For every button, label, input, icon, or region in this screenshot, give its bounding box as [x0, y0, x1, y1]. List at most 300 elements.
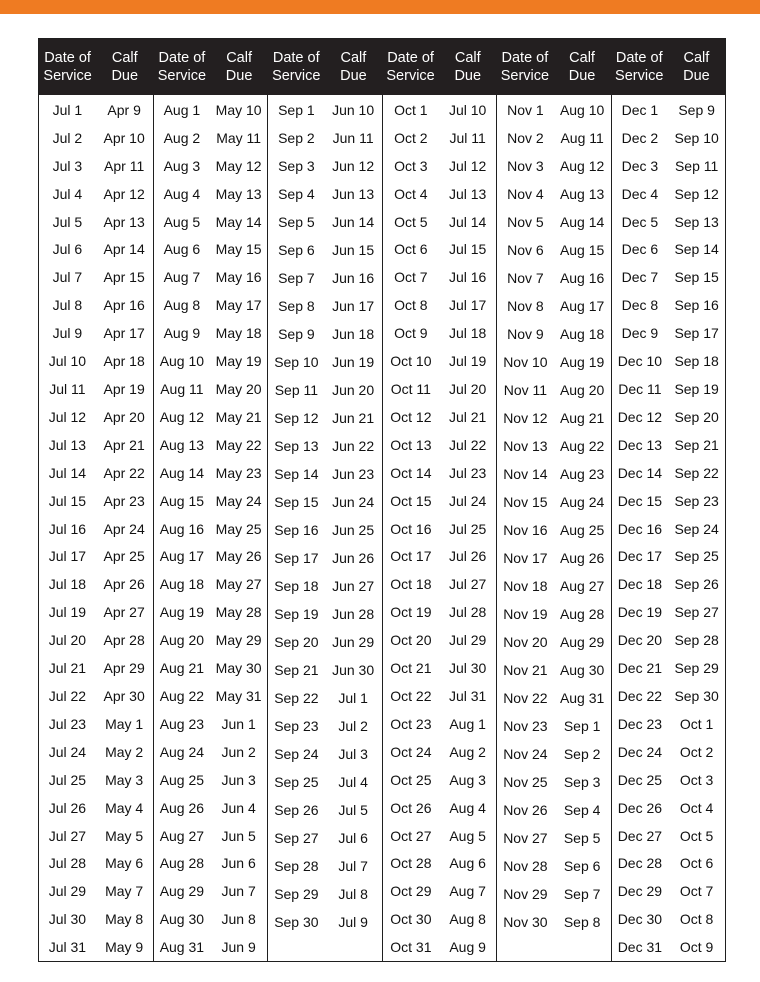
- calf-due-cell: Jul 23: [448, 464, 487, 481]
- service-date-cell: Jul 9: [52, 325, 83, 342]
- service-date-cell: Jul 27: [48, 827, 87, 844]
- service-date-cell: Nov 30: [503, 914, 548, 930]
- service-date-cell: Jul 4: [52, 185, 83, 202]
- service-date-cell: Dec 9: [621, 325, 659, 342]
- calf-due-cell: Apr 21: [103, 436, 145, 453]
- calf-due-cell: Jun 22: [332, 438, 375, 454]
- service-date-cell: Oct 13: [390, 436, 432, 453]
- calf-due-cell: Sep 17: [674, 325, 719, 342]
- calf-due-cell: Jun 13: [332, 186, 375, 202]
- service-date-cell: Sep 6: [278, 242, 315, 258]
- service-date-cell: Nov 11: [503, 382, 548, 398]
- service-date-cell: Nov 26: [503, 802, 548, 818]
- service-date-cell: Aug 27: [159, 827, 205, 844]
- service-date-cell: Sep 11: [274, 382, 319, 398]
- calf-due-cell: Jul 31: [448, 687, 487, 704]
- service-date-cell: Aug 5: [163, 213, 201, 230]
- calf-due-cell: Apr 28: [103, 632, 145, 649]
- service-date-list: [154, 95, 211, 961]
- service-date-cell: Sep 9: [278, 326, 315, 342]
- service-date-cell: Nov 18: [503, 578, 548, 594]
- service-date-cell: Nov 21: [503, 662, 548, 678]
- service-date-cell: Jul 19: [48, 604, 87, 621]
- calf-due-cell: Aug 22: [559, 438, 605, 454]
- calf-due-cell: Jun 8: [221, 911, 256, 928]
- service-date-cell: Jul 13: [48, 436, 87, 453]
- calf-due-cell: Sep 16: [674, 297, 719, 314]
- service-date-cell: Jul 21: [48, 660, 87, 677]
- service-date-cell: Aug 2: [163, 129, 201, 146]
- service-date-cell: Aug 7: [163, 269, 201, 286]
- service-date-cell: Aug 14: [159, 464, 205, 481]
- header-date-of-service: Date of Service: [272, 50, 321, 84]
- service-date-cell: Sep 26: [274, 802, 319, 818]
- service-date-cell: Sep 16: [274, 522, 319, 538]
- service-date-cell: Sep 10: [274, 354, 319, 370]
- service-date-cell: Sep 7: [278, 270, 315, 286]
- calf-due-cell: Aug 10: [559, 102, 605, 118]
- service-date-cell: Jul 26: [48, 799, 87, 816]
- month-column: [267, 95, 382, 961]
- calf-due-cell: Aug 19: [559, 354, 605, 370]
- calf-due-cell: Sep 28: [674, 632, 719, 649]
- service-date-cell: Jul 17: [48, 548, 87, 565]
- calf-due-cell: Aug 9: [449, 939, 486, 956]
- calf-due-cell: Aug 23: [559, 466, 605, 482]
- service-date-cell: Dec 13: [617, 436, 663, 453]
- calf-due-cell: May 28: [215, 604, 262, 621]
- service-date-cell: Oct 22: [390, 687, 432, 704]
- service-date-cell: Aug 18: [159, 576, 205, 593]
- calf-due-cell: May 6: [105, 855, 144, 872]
- service-date-list: [612, 95, 669, 961]
- service-date-cell: Oct 8: [394, 297, 428, 314]
- calf-due-cell: Sep 23: [674, 492, 719, 509]
- calf-due-cell: May 15: [215, 241, 262, 258]
- calf-due-cell: Apr 30: [103, 687, 145, 704]
- service-date-cell: Oct 31: [390, 939, 432, 956]
- calf-due-cell: May 16: [215, 269, 262, 286]
- service-date-cell: Dec 8: [621, 297, 659, 314]
- calf-due-cell: Jun 29: [332, 634, 375, 650]
- calf-due-cell: Aug 24: [559, 494, 605, 510]
- service-date-cell: Jul 10: [48, 353, 87, 370]
- service-date-list: [268, 95, 325, 961]
- service-date-cell: Oct 10: [390, 353, 432, 370]
- header-date-of-service: Date of Service: [500, 50, 550, 84]
- calf-due-cell: Sep 14: [674, 241, 719, 258]
- calf-due-cell: May 3: [105, 771, 144, 788]
- calf-due-cell: Jun 12: [332, 158, 375, 174]
- service-date-cell: Dec 18: [617, 576, 663, 593]
- calf-due-cell: May 12: [215, 157, 262, 174]
- calf-due-cell: Jul 7: [338, 858, 368, 874]
- calf-due-cell: May 14: [215, 213, 262, 230]
- service-date-cell: Jul 1: [52, 101, 83, 118]
- calf-due-cell: Jun 30: [332, 662, 375, 678]
- service-date-cell: Nov 29: [503, 886, 548, 902]
- service-date-cell: Sep 4: [278, 186, 315, 202]
- calf-due-cell: Apr 16: [103, 297, 145, 314]
- calf-due-cell: Jul 10: [448, 101, 487, 118]
- service-date-cell: Nov 2: [507, 130, 544, 146]
- service-date-cell: Aug 21: [159, 660, 205, 677]
- service-date-cell: Oct 17: [390, 548, 432, 565]
- service-date-cell: Nov 19: [503, 606, 548, 622]
- calf-due-cell: Sep 3: [563, 774, 601, 790]
- service-date-cell: Nov 13: [503, 438, 548, 454]
- calf-due-cell: Jul 2: [338, 718, 368, 734]
- header-group: [268, 39, 382, 95]
- calf-due-cell: Sep 22: [674, 464, 719, 481]
- calf-due-cell: Jun 21: [332, 410, 375, 426]
- calf-due-cell: May 19: [215, 353, 262, 370]
- service-date-cell: Aug 22: [159, 687, 205, 704]
- calf-due-cell: Jul 15: [448, 241, 487, 258]
- service-date-cell: Dec 3: [621, 157, 659, 174]
- header-calf-due: Calf Due: [340, 50, 367, 84]
- header-group: [611, 39, 725, 95]
- calf-due-cell: Aug 25: [559, 522, 605, 538]
- service-date-cell: Oct 26: [390, 799, 432, 816]
- calf-due-cell: Aug 26: [559, 550, 605, 566]
- calf-due-list: [96, 95, 153, 961]
- calf-due-cell: Apr 13: [103, 213, 145, 230]
- service-date-cell: Aug 16: [159, 520, 205, 537]
- service-date-cell: Dec 6: [621, 241, 659, 258]
- service-date-cell: Dec 19: [617, 604, 663, 621]
- service-date-cell: Aug 11: [160, 381, 204, 398]
- calf-due-cell: Sep 2: [563, 746, 601, 762]
- calf-due-cell: Sep 21: [674, 436, 719, 453]
- calf-due-cell: Sep 24: [674, 520, 719, 537]
- service-date-cell: Dec 1: [621, 101, 659, 118]
- service-date-cell: Sep 27: [274, 830, 319, 846]
- calf-due-cell: Aug 29: [559, 634, 605, 650]
- service-date-cell: Dec 24: [617, 743, 663, 760]
- service-date-cell: Aug 6: [163, 241, 201, 258]
- calf-due-cell: Aug 27: [559, 578, 605, 594]
- calf-due-cell: Apr 20: [103, 408, 145, 425]
- calf-due-cell: Oct 7: [679, 883, 714, 900]
- service-date-cell: Jul 16: [48, 520, 87, 537]
- calf-due-cell: Jun 18: [332, 326, 375, 342]
- calf-due-cell: Oct 2: [679, 743, 714, 760]
- service-date-cell: Aug 31: [159, 939, 205, 956]
- service-date-cell: Sep 24: [274, 746, 319, 762]
- service-date-cell: Sep 17: [274, 550, 319, 566]
- service-date-cell: Nov 12: [503, 410, 548, 426]
- service-date-cell: Nov 28: [503, 858, 548, 874]
- header-date-of-service: Date of Service: [43, 50, 92, 84]
- calf-due-cell: Aug 12: [559, 158, 605, 174]
- service-date-cell: Jul 20: [48, 632, 87, 649]
- service-date-cell: Dec 22: [617, 687, 663, 704]
- service-date-cell: Nov 23: [503, 718, 548, 734]
- calf-due-cell: Jul 1: [338, 690, 368, 706]
- service-date-cell: Dec 12: [617, 408, 663, 425]
- calf-due-cell: Apr 26: [103, 576, 145, 593]
- service-date-cell: Oct 7: [394, 269, 428, 286]
- service-date-cell: Nov 6: [507, 242, 544, 258]
- service-date-cell: Oct 15: [390, 492, 432, 509]
- service-date-cell: Oct 9: [394, 325, 428, 342]
- service-date-cell: Dec 2: [621, 129, 659, 146]
- calf-due-cell: Aug 8: [449, 911, 486, 928]
- service-date-cell: Aug 10: [159, 353, 205, 370]
- calf-due-cell: Jul 30: [448, 660, 487, 677]
- service-date-cell: Sep 19: [274, 606, 319, 622]
- service-date-cell: Oct 20: [390, 632, 432, 649]
- service-date-cell: Dec 10: [617, 353, 663, 370]
- service-date-cell: Sep 3: [278, 158, 315, 174]
- service-date-cell: Dec 14: [617, 464, 663, 481]
- calf-due-cell: Jul 11: [449, 129, 486, 146]
- calf-due-cell: Aug 2: [449, 743, 486, 760]
- service-date-cell: Nov 3: [507, 158, 544, 174]
- service-date-cell: Oct 30: [390, 911, 432, 928]
- calf-due-cell: Jul 12: [448, 157, 487, 174]
- calf-due-cell: Jul 21: [448, 408, 487, 425]
- calf-due-cell: Sep 1: [563, 718, 601, 734]
- calf-due-list: [210, 95, 267, 961]
- service-date-cell: Sep 12: [274, 410, 319, 426]
- calf-due-cell: Jul 25: [448, 520, 487, 537]
- service-date-cell: Aug 29: [159, 883, 205, 900]
- calf-due-cell: Aug 3: [449, 771, 486, 788]
- service-date-cell: Dec 21: [617, 660, 663, 677]
- service-date-cell: Dec 27: [617, 827, 663, 844]
- calf-due-cell: Apr 19: [103, 381, 145, 398]
- service-date-cell: Jul 7: [52, 269, 83, 286]
- service-date-cell: Oct 14: [390, 464, 432, 481]
- calf-due-cell: Aug 14: [559, 214, 605, 230]
- service-date-cell: Jul 30: [48, 911, 87, 928]
- calf-due-cell: Jun 9: [221, 939, 256, 956]
- calf-due-cell: Jun 2: [221, 743, 256, 760]
- calf-due-cell: May 23: [215, 464, 262, 481]
- calf-due-cell: Aug 15: [559, 242, 605, 258]
- calf-due-cell: Apr 12: [103, 185, 145, 202]
- service-date-cell: Sep 25: [274, 774, 319, 790]
- calf-due-list: [554, 95, 611, 961]
- service-date-cell: Dec 4: [621, 185, 659, 202]
- calf-due-cell: Oct 4: [679, 799, 714, 816]
- service-date-cell: Nov 27: [503, 830, 548, 846]
- service-date-cell: Oct 12: [390, 408, 432, 425]
- service-date-cell: Oct 11: [390, 381, 431, 398]
- table-body: [39, 95, 725, 961]
- calf-due-cell: Sep 19: [674, 381, 719, 398]
- calf-due-cell: Aug 7: [449, 883, 486, 900]
- service-date-cell: Dec 11: [618, 381, 662, 398]
- header-group: [382, 39, 496, 95]
- service-date-cell: Sep 15: [274, 494, 319, 510]
- calf-due-cell: Aug 17: [559, 298, 605, 314]
- calf-due-cell: Aug 18: [559, 326, 605, 342]
- calf-due-cell: Jun 5: [221, 827, 256, 844]
- service-date-cell: Jul 5: [52, 213, 83, 230]
- calf-due-cell: Jun 24: [332, 494, 375, 510]
- calf-due-cell: Oct 1: [679, 715, 714, 732]
- service-date-cell: Aug 1: [163, 101, 201, 118]
- calf-due-cell: May 8: [105, 911, 144, 928]
- service-date-cell: Nov 10: [503, 354, 548, 370]
- service-date-cell: Sep 21: [274, 662, 319, 678]
- service-date-cell: Nov 7: [507, 270, 544, 286]
- calf-due-cell: Jul 17: [448, 297, 487, 314]
- calf-due-cell: Jun 26: [332, 550, 375, 566]
- service-date-cell: Dec 29: [617, 883, 663, 900]
- calf-due-cell: May 20: [215, 381, 262, 398]
- service-date-cell: Sep 8: [278, 298, 315, 314]
- calf-due-cell: Aug 16: [559, 270, 605, 286]
- calf-due-cell: Jun 6: [221, 855, 256, 872]
- calf-due-cell: Apr 18: [103, 353, 145, 370]
- calf-due-cell: Aug 5: [449, 827, 486, 844]
- service-date-cell: Dec 25: [617, 771, 663, 788]
- calf-due-cell: Sep 30: [674, 687, 719, 704]
- calf-due-cell: Sep 7: [563, 886, 601, 902]
- calf-due-cell: Aug 21: [559, 410, 605, 426]
- calf-due-cell: Oct 8: [679, 911, 714, 928]
- calf-due-cell: Jun 20: [332, 382, 375, 398]
- calf-due-cell: Jul 22: [448, 436, 487, 453]
- service-date-cell: Jul 6: [52, 241, 83, 258]
- calf-due-cell: Jun 3: [221, 771, 256, 788]
- header-group: [153, 39, 267, 95]
- service-date-cell: Sep 14: [274, 466, 319, 482]
- calf-due-cell: Apr 17: [103, 325, 145, 342]
- calving-due-date-table: [38, 38, 726, 962]
- calf-due-cell: Aug 30: [559, 662, 605, 678]
- header-calf-due: Calf Due: [568, 50, 596, 84]
- calf-due-cell: May 1: [105, 715, 144, 732]
- calf-due-cell: Apr 29: [103, 660, 145, 677]
- service-date-cell: Sep 28: [274, 858, 319, 874]
- calf-due-cell: Sep 5: [563, 830, 601, 846]
- header-date-of-service: Date of Service: [386, 50, 435, 84]
- calf-due-cell: Sep 9: [678, 101, 715, 118]
- calf-due-cell: Aug 13: [559, 186, 605, 202]
- service-date-cell: Nov 4: [507, 186, 544, 202]
- header-calf-due: Calf Due: [225, 50, 253, 84]
- service-date-cell: Aug 25: [159, 771, 205, 788]
- service-date-cell: Nov 16: [503, 522, 548, 538]
- calf-due-list: [439, 95, 496, 961]
- calf-due-cell: Jul 13: [448, 185, 487, 202]
- service-date-cell: Jul 11: [49, 381, 86, 398]
- calf-due-cell: May 9: [105, 939, 144, 956]
- calf-due-cell: Sep 26: [674, 576, 719, 593]
- calf-due-cell: May 2: [105, 743, 144, 760]
- calf-due-cell: Apr 25: [103, 548, 145, 565]
- calf-due-cell: Oct 9: [679, 939, 714, 956]
- calf-due-cell: Jun 4: [221, 799, 256, 816]
- header-group: [496, 39, 610, 95]
- calf-due-cell: Jun 1: [221, 715, 256, 732]
- header-group: [39, 39, 153, 95]
- calf-due-cell: Jun 16: [332, 270, 375, 286]
- table-header: [39, 39, 725, 95]
- service-date-cell: Aug 12: [159, 408, 205, 425]
- service-date-cell: Sep 29: [274, 886, 319, 902]
- service-date-cell: Dec 5: [621, 213, 659, 230]
- calf-due-cell: Apr 11: [104, 157, 145, 174]
- service-date-cell: Aug 15: [159, 492, 205, 509]
- service-date-cell: Sep 22: [274, 690, 319, 706]
- service-date-cell: Nov 8: [507, 298, 544, 314]
- calf-due-cell: Sep 20: [674, 408, 719, 425]
- service-date-cell: Oct 29: [390, 883, 432, 900]
- calf-due-cell: Jun 10: [332, 102, 375, 118]
- calf-due-list: [668, 95, 725, 961]
- calf-due-cell: Aug 31: [559, 690, 605, 706]
- calf-due-cell: Jun 23: [332, 466, 375, 482]
- month-column: [611, 95, 726, 961]
- service-date-cell: Jul 8: [52, 297, 83, 314]
- calf-due-cell: Jul 8: [338, 886, 368, 902]
- service-date-cell: Jul 18: [48, 576, 87, 593]
- service-date-cell: Aug 28: [159, 855, 205, 872]
- calf-due-cell: Apr 15: [103, 269, 145, 286]
- service-date-cell: Sep 30: [274, 914, 319, 930]
- calf-due-cell: Sep 6: [563, 858, 601, 874]
- header-calf-due: Calf Due: [454, 50, 482, 84]
- calf-due-cell: Aug 6: [449, 855, 486, 872]
- month-column: [382, 95, 497, 961]
- service-date-cell: Jul 15: [48, 492, 87, 509]
- service-date-list: [383, 95, 440, 961]
- service-date-cell: Oct 19: [390, 604, 432, 621]
- calf-due-cell: Oct 5: [679, 827, 714, 844]
- calf-due-cell: May 7: [105, 883, 144, 900]
- calf-due-cell: Jul 6: [338, 830, 368, 846]
- service-date-cell: Oct 28: [390, 855, 432, 872]
- service-date-cell: Sep 2: [278, 130, 315, 146]
- calf-due-cell: Sep 4: [563, 802, 601, 818]
- service-date-cell: Sep 1: [278, 102, 315, 118]
- calf-due-cell: Jul 27: [448, 576, 487, 593]
- service-date-cell: Aug 30: [159, 911, 205, 928]
- service-date-cell: Nov 20: [503, 634, 548, 650]
- calf-due-cell: Sep 27: [674, 604, 719, 621]
- calf-due-cell: Sep 13: [674, 213, 719, 230]
- service-date-cell: Oct 16: [390, 520, 432, 537]
- header-date-of-service: Date of Service: [615, 50, 664, 84]
- calf-due-cell: Jul 19: [448, 353, 487, 370]
- calf-due-cell: May 30: [215, 660, 262, 677]
- service-date-cell: Sep 5: [278, 214, 315, 230]
- calf-due-cell: May 29: [215, 632, 262, 649]
- calf-due-cell: Sep 25: [674, 548, 719, 565]
- service-date-cell: Jul 3: [52, 157, 83, 174]
- calf-due-cell: May 10: [215, 101, 262, 118]
- service-date-cell: Aug 24: [159, 743, 205, 760]
- calf-due-cell: Jul 29: [448, 632, 487, 649]
- month-column: [153, 95, 268, 961]
- calf-due-cell: May 5: [105, 827, 144, 844]
- service-date-cell: Jul 29: [48, 883, 87, 900]
- service-date-cell: Jul 24: [48, 743, 87, 760]
- orange-accent-bar: [0, 0, 760, 14]
- service-date-cell: Nov 25: [503, 774, 548, 790]
- calf-due-list: [325, 95, 382, 961]
- service-date-cell: Jul 31: [48, 939, 87, 956]
- header-date-of-service: Date of Service: [157, 50, 207, 84]
- service-date-cell: Nov 15: [503, 494, 548, 510]
- service-date-cell: Nov 22: [503, 690, 548, 706]
